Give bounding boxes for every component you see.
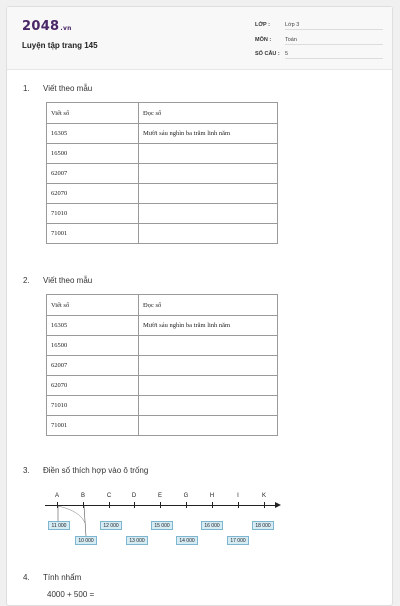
value-box-a: 11 000 xyxy=(48,521,70,530)
column-header-write: Viết số xyxy=(47,295,139,316)
table-row xyxy=(47,396,278,416)
column-header-read: Đọc số xyxy=(139,103,278,124)
question-1-table xyxy=(46,102,278,244)
point-label-c: C xyxy=(106,493,112,499)
meta-class-value: Lớp 3 xyxy=(285,19,383,30)
value-box-c: 12 000 xyxy=(100,521,122,530)
meta-class xyxy=(255,19,383,31)
meta-class-label: LỚP : xyxy=(255,22,270,28)
meta-subject xyxy=(255,34,383,46)
answer-cell[interactable] xyxy=(139,356,278,376)
answer-cell[interactable] xyxy=(139,224,278,244)
answer-cell[interactable] xyxy=(139,204,278,224)
number-cell: 62070 xyxy=(47,376,139,396)
question-4-title: 4. Tính nhẩm xyxy=(23,573,82,582)
answer-cell[interactable] xyxy=(139,144,278,164)
worksheet-page xyxy=(6,6,393,606)
number-cell: 16500 xyxy=(47,336,139,356)
meta-subject-value: Toán xyxy=(285,34,383,45)
meta-subject-label: MÔN : xyxy=(255,37,272,43)
number-cell: 62007 xyxy=(47,356,139,376)
number-cell: 62070 xyxy=(47,184,139,204)
reading-cell: Mười sáu nghìn ba trăm linh năm xyxy=(139,124,278,144)
point-label-i: I xyxy=(237,493,239,499)
number-cell: 71001 xyxy=(47,416,139,436)
table-row xyxy=(47,224,278,244)
number-cell: 71010 xyxy=(47,396,139,416)
number-cell: 16500 xyxy=(47,144,139,164)
point-label-b: B xyxy=(80,493,85,499)
question-1-title: 1. Viết theo mẫu xyxy=(23,84,93,93)
table-row xyxy=(47,164,278,184)
table-row xyxy=(47,356,278,376)
table-row xyxy=(47,204,278,224)
answer-cell[interactable] xyxy=(139,376,278,396)
meta-question-count xyxy=(255,48,383,60)
value-box-i: 17 000 xyxy=(227,536,249,545)
value-box-g: 14 000 xyxy=(176,536,198,545)
table-row xyxy=(47,416,278,436)
table-row xyxy=(47,336,278,356)
point-label-d: D xyxy=(131,493,137,499)
column-header-write: Viết số xyxy=(47,103,139,124)
answer-cell[interactable] xyxy=(139,184,278,204)
site-logo[interactable]: 2048.vn xyxy=(22,19,72,34)
table-row xyxy=(47,316,278,336)
meta-question-count-label: SỐ CÂU : xyxy=(255,51,280,57)
point-label-g: G xyxy=(183,493,189,499)
number-line xyxy=(45,493,285,553)
worksheet-header xyxy=(7,7,392,70)
table-header-row xyxy=(47,103,278,124)
answer-cell[interactable] xyxy=(139,336,278,356)
table-header-row xyxy=(47,295,278,316)
table-row xyxy=(47,376,278,396)
point-label-k: K xyxy=(261,493,266,499)
question-3-title: 3. Điền số thích hợp vào ô trống xyxy=(23,466,149,475)
number-cell: 71010 xyxy=(47,204,139,224)
value-box-e: 15 000 xyxy=(151,521,173,530)
value-box-b: 10 000 xyxy=(75,536,97,545)
answer-cell[interactable] xyxy=(139,416,278,436)
answer-cell[interactable] xyxy=(139,396,278,416)
question-2-table xyxy=(46,294,278,436)
number-cell: 71001 xyxy=(47,224,139,244)
table-row xyxy=(47,124,278,144)
question-4-expression: 4000 + 500 = xyxy=(47,590,95,599)
number-cell: 16305 xyxy=(47,124,139,144)
table-row xyxy=(47,184,278,204)
question-2-title: 2. Viết theo mẫu xyxy=(23,276,93,285)
point-label-h: H xyxy=(209,493,215,499)
value-box-h: 16 000 xyxy=(201,521,223,530)
column-header-read: Đọc số xyxy=(139,295,278,316)
answer-cell[interactable] xyxy=(139,164,278,184)
meta-question-count-value: 5 xyxy=(285,48,383,59)
value-box-k: 18 000 xyxy=(252,521,274,530)
table-row xyxy=(47,144,278,164)
value-box-d: 13 000 xyxy=(126,536,148,545)
reading-cell: Mười sáu nghìn ba trăm linh năm xyxy=(139,316,278,336)
point-label-e: E xyxy=(157,493,162,499)
point-label-a: A xyxy=(54,493,59,499)
number-cell: 62007 xyxy=(47,164,139,184)
worksheet-title: Luyện tập trang 145 xyxy=(22,41,98,50)
number-cell: 16305 xyxy=(47,316,139,336)
